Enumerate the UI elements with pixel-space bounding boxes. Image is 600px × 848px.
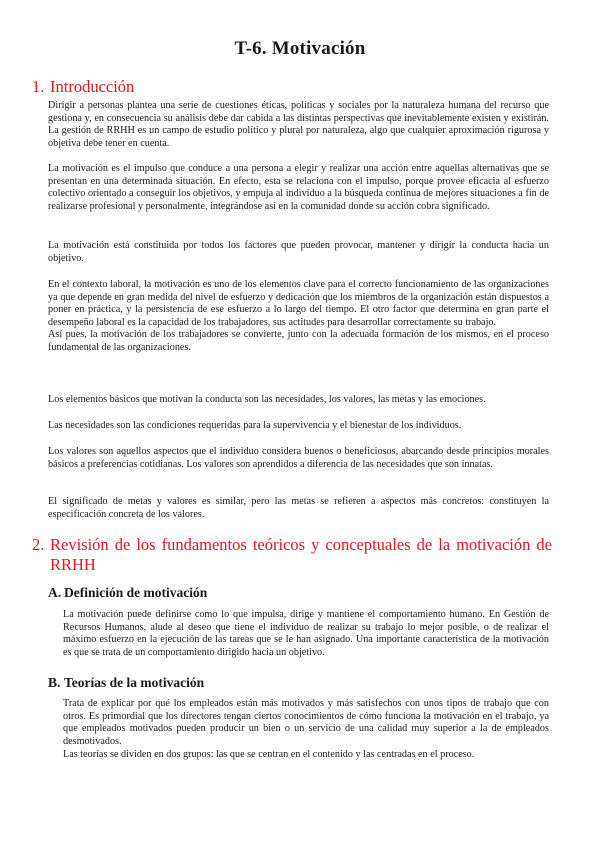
paragraph: La motivación puede definirse como lo que impulsa, dirige y mantiene el comportamiento humano. En Gestión de Recursos Humanos, alude al deseo que tiene el individuo de realizar su trabajo lo mejor posible, o de realizar el máximo esfuerzo en la ejecución de las tareas que se le han asignado. Una importante característica de la motivación es que se trata de un comportamiento dirigido hacia un objetivo. (63, 609, 549, 658)
section-2-number: 2. (32, 535, 45, 554)
section-1-title: Introducción (50, 77, 135, 96)
subsection-a-letter: A. (48, 585, 62, 600)
page-title: T-6. Motivación (234, 38, 366, 59)
subsection-b-heading (48, 675, 204, 691)
subsection-a-title: Definición de motivación (64, 585, 208, 600)
paragraph: Las teorías se dividen en dos grupos: las que se centran en el contenido y las centradas en el proceso. (63, 749, 475, 760)
section-1-heading (32, 77, 552, 97)
paragraph: En el contexto laboral, la motivación es uno de los elementos clave para el correcto funcionamiento de las organizaciones ya que depende en gran medida del nivel de esfuerzo y dedicación que los miembros de la organización están dispuestos a poner en práctica, y la persistencia de ese esfuerzo a lo largo del tiempo. El otro factor que determina en gran parte el desempeño laboral es la capacidad de los trabajadores, sus actitudes para desarrollar correctamente su trabajo. (48, 279, 549, 328)
paragraph: La motivación está constituida por todos los factores que pueden provocar, mantener y dirigir la conducta hacia un objetivo. (48, 240, 549, 264)
subsection-b-title: Teorías de la motivación (64, 675, 205, 690)
paragraph: Los valores son aquellos aspectos que el individuo considera buenos o beneficiosos, abarcando desde principios morales básicos a preferencias cotidianas. Los valores son aprendidos a diferencia de las necesidades que son innatas. (48, 446, 549, 470)
section-2-heading (32, 535, 552, 575)
paragraph: Las necesidades son las condiciones requeridas para la supervivencia y el bienestar de los individuos. (48, 420, 462, 431)
subsection-b-letter: B. (48, 675, 61, 690)
subsection-a-heading (48, 585, 207, 601)
section-2-title: Revisión de los fundamentos teóricos y conceptuales de la motivación de RRHH (50, 535, 552, 574)
paragraph: Así pues, la motivación de los trabajadores se convierte, junto con la adecuada formación de los mismos, en el proceso fundamental de las organizaciones. (48, 329, 549, 353)
paragraph: El significado de metas y valores es similar, pero las metas se refieren a aspectos más concretos: constituyen la especificación concreta de los valores. (48, 496, 549, 520)
paragraph: Los elementos básicos que motivan la conducta son las necesidades, los valores, las metas y las emociones. (48, 394, 486, 405)
paragraph: Trata de explicar por qué los empleados están más motivados y más satisfechos con unos tipos de trabajo que con otros. Es primordial que los directores tengan ciertos conocimientos de cómo funciona la motivación en el trabajo, ya que empleados motivados pueden producir un bien o un servicio de una calidad muy superior a la de empleados desmotivados. (63, 698, 549, 747)
section-1-number: 1. (32, 77, 45, 96)
paragraph: La motivación es el impulso que conduce a una persona a elegir y realizar una acción entre aquellas alternativas que se presentan en una determinada situación. En efecto, esta se relaciona con el impulso, porque provee eficacia al esfuerzo colectivo orientado a conseguir los objetivos, y empuja al individuo a la búsqueda continua de mejores situaciones a fin de realizarse profesional y personalmente, integrándose así en la comunidad donde su acción cobra significado. (48, 163, 549, 212)
paragraph: Dirigir a personas plantea una serie de cuestiones éticas, políticas y sociales por la naturaleza humana del recurso que gestiona y, en consecuencia su análisis debe dar cabida a las distintas perspectivas que inevitablemente existen y existirán. La gestión de RRHH es un campo de estudio político y plural por naturaleza, algo que cualquier aproximación rigurosa y objetiva debe tener en cuenta. (48, 100, 549, 149)
